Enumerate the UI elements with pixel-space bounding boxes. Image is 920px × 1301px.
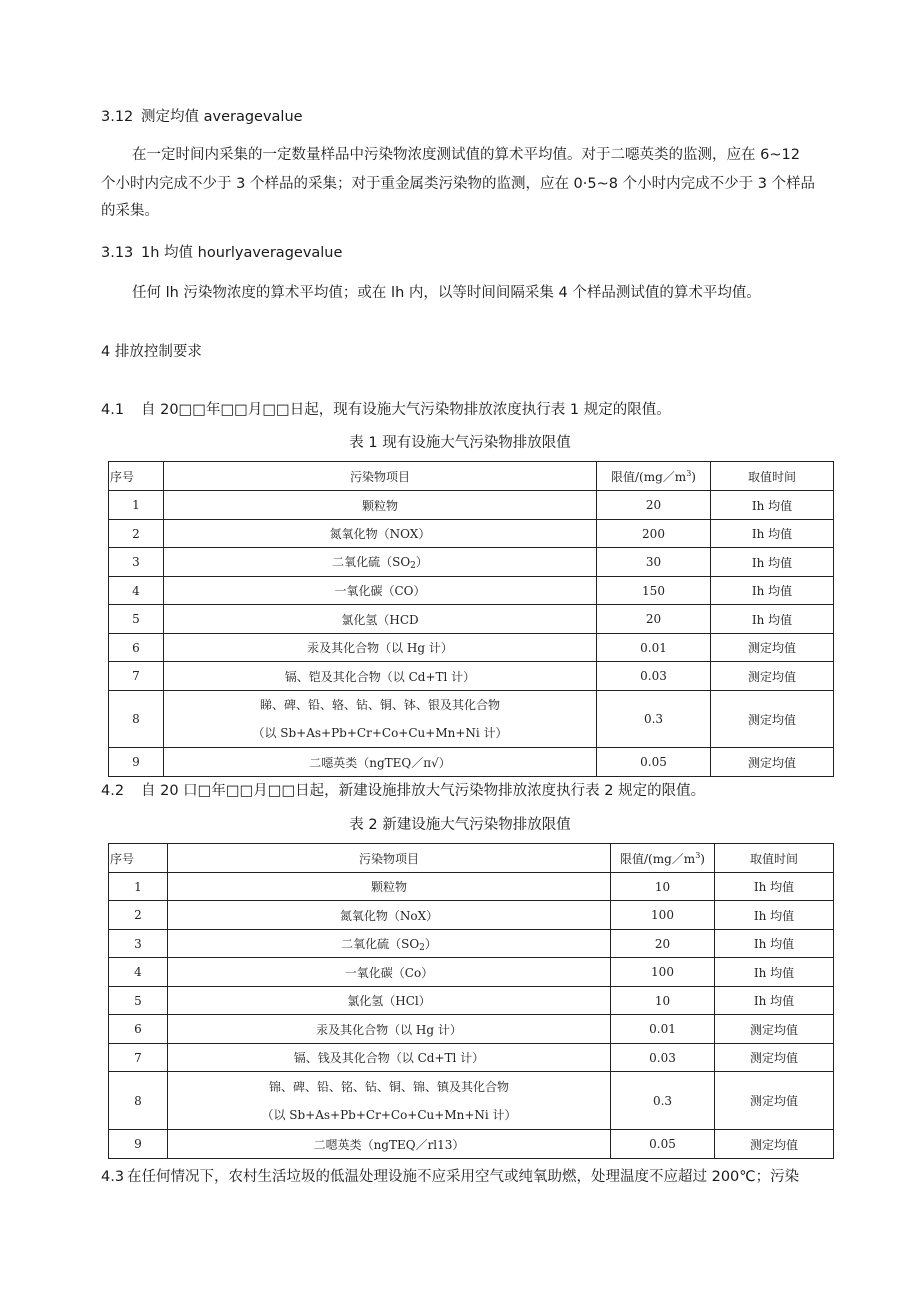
cell-time: Ih 均值 xyxy=(711,605,834,634)
header-limit: 限值$/(mg/m^3)$ xyxy=(597,462,711,491)
table-row xyxy=(109,1130,834,1159)
header-time: 取值时间 xyxy=(711,462,834,491)
cell-index: 2 xyxy=(109,901,168,930)
cell-time: 测定均值 xyxy=(715,1044,834,1072)
table-row xyxy=(109,930,834,958)
cell-item: 二氧化硫$(SO_2)$ xyxy=(164,548,597,577)
cell-limit: 20 xyxy=(597,605,711,634)
cell-limit: 0.01 xyxy=(611,1015,715,1044)
table-row xyxy=(109,577,834,605)
cell-index: 7 xyxy=(109,662,164,691)
table-row xyxy=(109,691,834,748)
cell-index: 5 xyxy=(109,987,168,1015)
cell-time: Ih 均值 xyxy=(715,873,834,901)
cell-item: 睇、碑、铅、辂、钻、铜、钵、银及其化合物 （以 Sb+As+Pb+Cr+Co+Cu+Mn+Ni 计） xyxy=(164,691,597,748)
cell-item: 二噁英类（ngTEQ／π√） xyxy=(164,748,597,777)
cell-limit: 0.3 xyxy=(597,691,711,748)
cell-time: 测定均值 xyxy=(711,691,834,748)
cell-item: 氮氧化物（NOX） xyxy=(164,520,597,548)
section-number: 4.2 xyxy=(101,783,125,799)
cell-item: 镉、铠及其化合物（以 Cd+Tl 计） xyxy=(164,662,597,691)
cell-limit: 20 xyxy=(611,930,715,958)
cell-limit: 0.3 xyxy=(611,1072,715,1130)
cell-time: 测定均值 xyxy=(711,662,834,691)
cell-time: 测定均值 xyxy=(711,634,834,662)
cell-limit: 100 xyxy=(611,958,715,987)
table-header-row xyxy=(109,462,834,491)
cell-limit: 0.03 xyxy=(597,662,711,691)
cell-limit: 10 xyxy=(611,987,715,1015)
table-row xyxy=(109,520,834,548)
paragraph-line: 个小时内完成不少于 3 个样品的采集；对于重金属类污染物的监测，应在 0·5~8 个小时内完成不少于 3 个样品 xyxy=(101,176,816,192)
cell-limit: 200 xyxy=(597,520,711,548)
header-index: 序号 xyxy=(109,462,164,491)
header-item: 污染物项目 xyxy=(168,844,611,873)
cell-item: 颗粒物 xyxy=(164,491,597,520)
section-title: 1h 均值 hourlyaveragevalue xyxy=(141,245,343,261)
cell-time: 测定均值 xyxy=(715,1015,834,1044)
header-index: 序号 xyxy=(109,844,168,873)
table-header-row xyxy=(109,844,834,873)
table-2 xyxy=(108,843,834,1159)
section-body: 自 20 口□年□□月□□日起，新建设施排放大气污染物排放浓度执行表 2 规定的限值。 xyxy=(141,783,706,799)
cell-index: 2 xyxy=(109,520,164,548)
cell-item: 二氧化硫$(SO_2)$ xyxy=(168,930,611,958)
cell-item: 氯化氢（HCl） xyxy=(168,987,611,1015)
header-item: 污染物项目 xyxy=(164,462,597,491)
cell-time: Ih 均值 xyxy=(711,491,834,520)
cell-limit: 0.05 xyxy=(597,748,711,777)
cell-item: 一氧化碳（Co） xyxy=(168,958,611,987)
section-body: 在任何情况下，农村生活垃圾的低温处理设施不应采用空气或纯氧助燃，处理温度不应超过 200℃；污染 xyxy=(127,1169,800,1185)
cell-time: Ih 均值 xyxy=(711,577,834,605)
table-row xyxy=(109,1072,834,1130)
table-row xyxy=(109,901,834,930)
cell-item: 汞及其化合物（以 Hg 计） xyxy=(168,1015,611,1044)
cell-item: 镉、钱及其化合物（以 Cd+Tl 计） xyxy=(168,1044,611,1072)
cell-time: Ih 均值 xyxy=(715,958,834,987)
paragraph-line: 任何 lh 污染物浓度的算术平均值；或在 lh 内，以等时间间隔采集 4 个样品测试值的算术平均值。 xyxy=(132,285,761,301)
cell-index: 9 xyxy=(109,748,164,777)
cell-index: 8 xyxy=(109,691,164,748)
cell-time: Ih 均值 xyxy=(715,930,834,958)
cell-limit: 30 xyxy=(597,548,711,577)
table-row xyxy=(109,1044,834,1072)
cell-limit: 100 xyxy=(611,901,715,930)
header-limit: 限值$/(mg/m^3)$ xyxy=(611,844,715,873)
cell-index: 6 xyxy=(109,1015,168,1044)
cell-index: 1 xyxy=(109,873,168,901)
cell-time: Ih 均值 xyxy=(711,520,834,548)
section-4-1-text xyxy=(101,400,671,420)
cell-index: 3 xyxy=(109,548,164,577)
table-row xyxy=(109,548,834,577)
cell-limit: 150 xyxy=(597,577,711,605)
table-2-caption: 表 2 新建设施大气污染物排放限值 xyxy=(349,817,571,833)
cell-time: 测定均值 xyxy=(711,748,834,777)
cell-limit: 0.01 xyxy=(597,634,711,662)
cell-item: 二嗯英类（ngTEQ／rl13） xyxy=(168,1130,611,1159)
table-row xyxy=(109,1015,834,1044)
cell-limit: 0.05 xyxy=(611,1130,715,1159)
cell-time: Ih 均值 xyxy=(711,548,834,577)
cell-index: 4 xyxy=(109,958,168,987)
cell-index: 4 xyxy=(109,577,164,605)
paragraph-line: 的采集。 xyxy=(101,203,159,219)
cell-index: 9 xyxy=(109,1130,168,1159)
cell-item: 一氧化碳（CO） xyxy=(164,577,597,605)
table-row xyxy=(109,958,834,987)
cell-limit: 20 xyxy=(597,491,711,520)
cell-item: 氮氧化物（NoX） xyxy=(168,901,611,930)
section-number: 4.1 xyxy=(101,402,125,418)
cell-index: 1 xyxy=(109,491,164,520)
table-1-caption: 表 1 现有设施大气污染物排放限值 xyxy=(349,435,571,451)
section-number: 4.3 xyxy=(101,1169,125,1185)
cell-time: Ih 均值 xyxy=(715,987,834,1015)
cell-item: 氯化氢（HCD xyxy=(164,605,597,634)
section-title: 测定均值 averagevalue xyxy=(141,109,303,125)
cell-index: 8 xyxy=(109,1072,168,1130)
table-row xyxy=(109,873,834,901)
table-row xyxy=(109,634,834,662)
header-time: 取值时间 xyxy=(715,844,834,873)
section-number: 3.12 xyxy=(101,109,134,125)
table-row xyxy=(109,748,834,777)
cell-index: 7 xyxy=(109,1044,168,1072)
cell-index: 6 xyxy=(109,634,164,662)
table-row xyxy=(109,491,834,520)
section-3-12-heading xyxy=(101,107,303,127)
section-number: 3.13 xyxy=(101,245,134,261)
section-4-2-text xyxy=(101,781,705,801)
section-body: 自 20□□年□□月□□日起，现有设施大气污染物排放浓度执行表 1 规定的限值。 xyxy=(141,402,671,418)
cell-item: 汞及其化合物（以 Hg 计） xyxy=(164,634,597,662)
cell-limit: 10 xyxy=(611,873,715,901)
section-4-3-text xyxy=(101,1167,799,1187)
table-1 xyxy=(108,461,834,777)
table-row xyxy=(109,987,834,1015)
paragraph-line: 在一定时间内采集的一定数量样品中污染物浓度测试值的算术平均值。对于二噁英类的监测，应在 6~12 xyxy=(132,147,800,163)
cell-time: Ih 均值 xyxy=(715,901,834,930)
table-row xyxy=(109,662,834,691)
cell-index: 3 xyxy=(109,930,168,958)
cell-time: 测定均值 xyxy=(715,1130,834,1159)
cell-item: 锦、碑、铅、铭、钻、铜、锦、镇及其化合物 （以 Sb+As+Pb+Cr+Co+Cu+Mn+Ni 计） xyxy=(168,1072,611,1130)
table-row xyxy=(109,605,834,634)
section-4-heading: 4 排放控制要求 xyxy=(101,344,202,360)
cell-limit: 0.03 xyxy=(611,1044,715,1072)
section-3-13-heading xyxy=(101,243,342,263)
cell-index: 5 xyxy=(109,605,164,634)
cell-time: 测定均值 xyxy=(715,1072,834,1130)
cell-item: 颗粒物 xyxy=(168,873,611,901)
